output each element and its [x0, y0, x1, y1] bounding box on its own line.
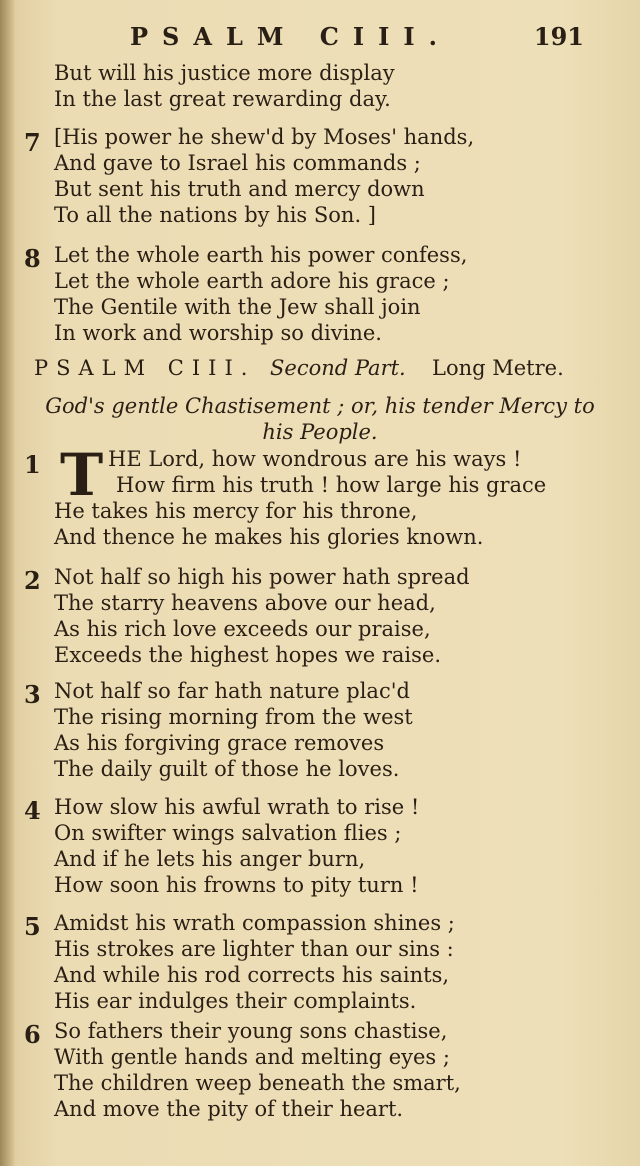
- stanza-number: 4: [24, 796, 41, 825]
- stanza-number: 5: [24, 912, 41, 941]
- stanza-number: 6: [24, 1020, 41, 1049]
- stanza-number: 7: [24, 128, 41, 157]
- stanza-number: 1: [24, 450, 41, 479]
- book-page: PSALM CIII. 191 But will his justice more display In the last great rewarding day. 7 [His power he shew'd by Moses' hands, And gave to Israel his commands ; But sent his truth and mercy down To all the nations by his Son. ] 8 Let the whole earth his power confess, Let the whole earth adore his grace ; The Gentile with the Jew shall join In work and worship so divine. PSALM CIII. Second Part. Long Metre. God's gentle Chastisement ; or, his tender Mercy to his People. 1 T HE Lord, how wondrous are his ways ! How firm his truth ! how large his grace He takes his mercy for his throne, And thence he makes his glories known. 2 Not half so high his power hath spread The starry heavens above our head, As his rich love exceeds our praise, Exceeds the highest hopes we raise. 3 Not half so far hath nature plac'd The rising morning from the west As his forgiving grace removes The daily guilt of those he loves. 4 How slow his awful wrath to rise ! On swifter wings salvation flies ; And if he lets his anger burn, How soon his frowns to pity turn ! 5 Amidst his wrath compassion shines ; His strokes are lighter than our sins : And while his rod corrects his saints, His ear indulges their complaints. 6 So fathers their young sons chastise, With gentle hands and melting eyes ; The children weep beneath the smart, And move the pity of their heart.: [0, 0, 640, 1166]
- part-heading: [34, 356, 594, 384]
- psalm-description: God's gentle Chastisement ; or, his tender Mercy to: [45, 394, 595, 418]
- running-head: PSALM CIII.: [130, 22, 451, 51]
- page-header: [0, 22, 640, 52]
- metre-label: Long Metre.: [432, 356, 564, 380]
- part-subtitle: Second Part.: [270, 356, 406, 380]
- psalm-description: his People.: [262, 420, 378, 444]
- drop-capital: T: [60, 441, 104, 509]
- page-number: 191: [533, 22, 584, 51]
- page-gutter: [0, 0, 14, 1166]
- stanza-number: 2: [24, 566, 41, 595]
- stanza-number: 8: [24, 244, 41, 273]
- part-title: PSALM CIII.: [34, 356, 256, 380]
- stanza-number: 3: [24, 680, 41, 709]
